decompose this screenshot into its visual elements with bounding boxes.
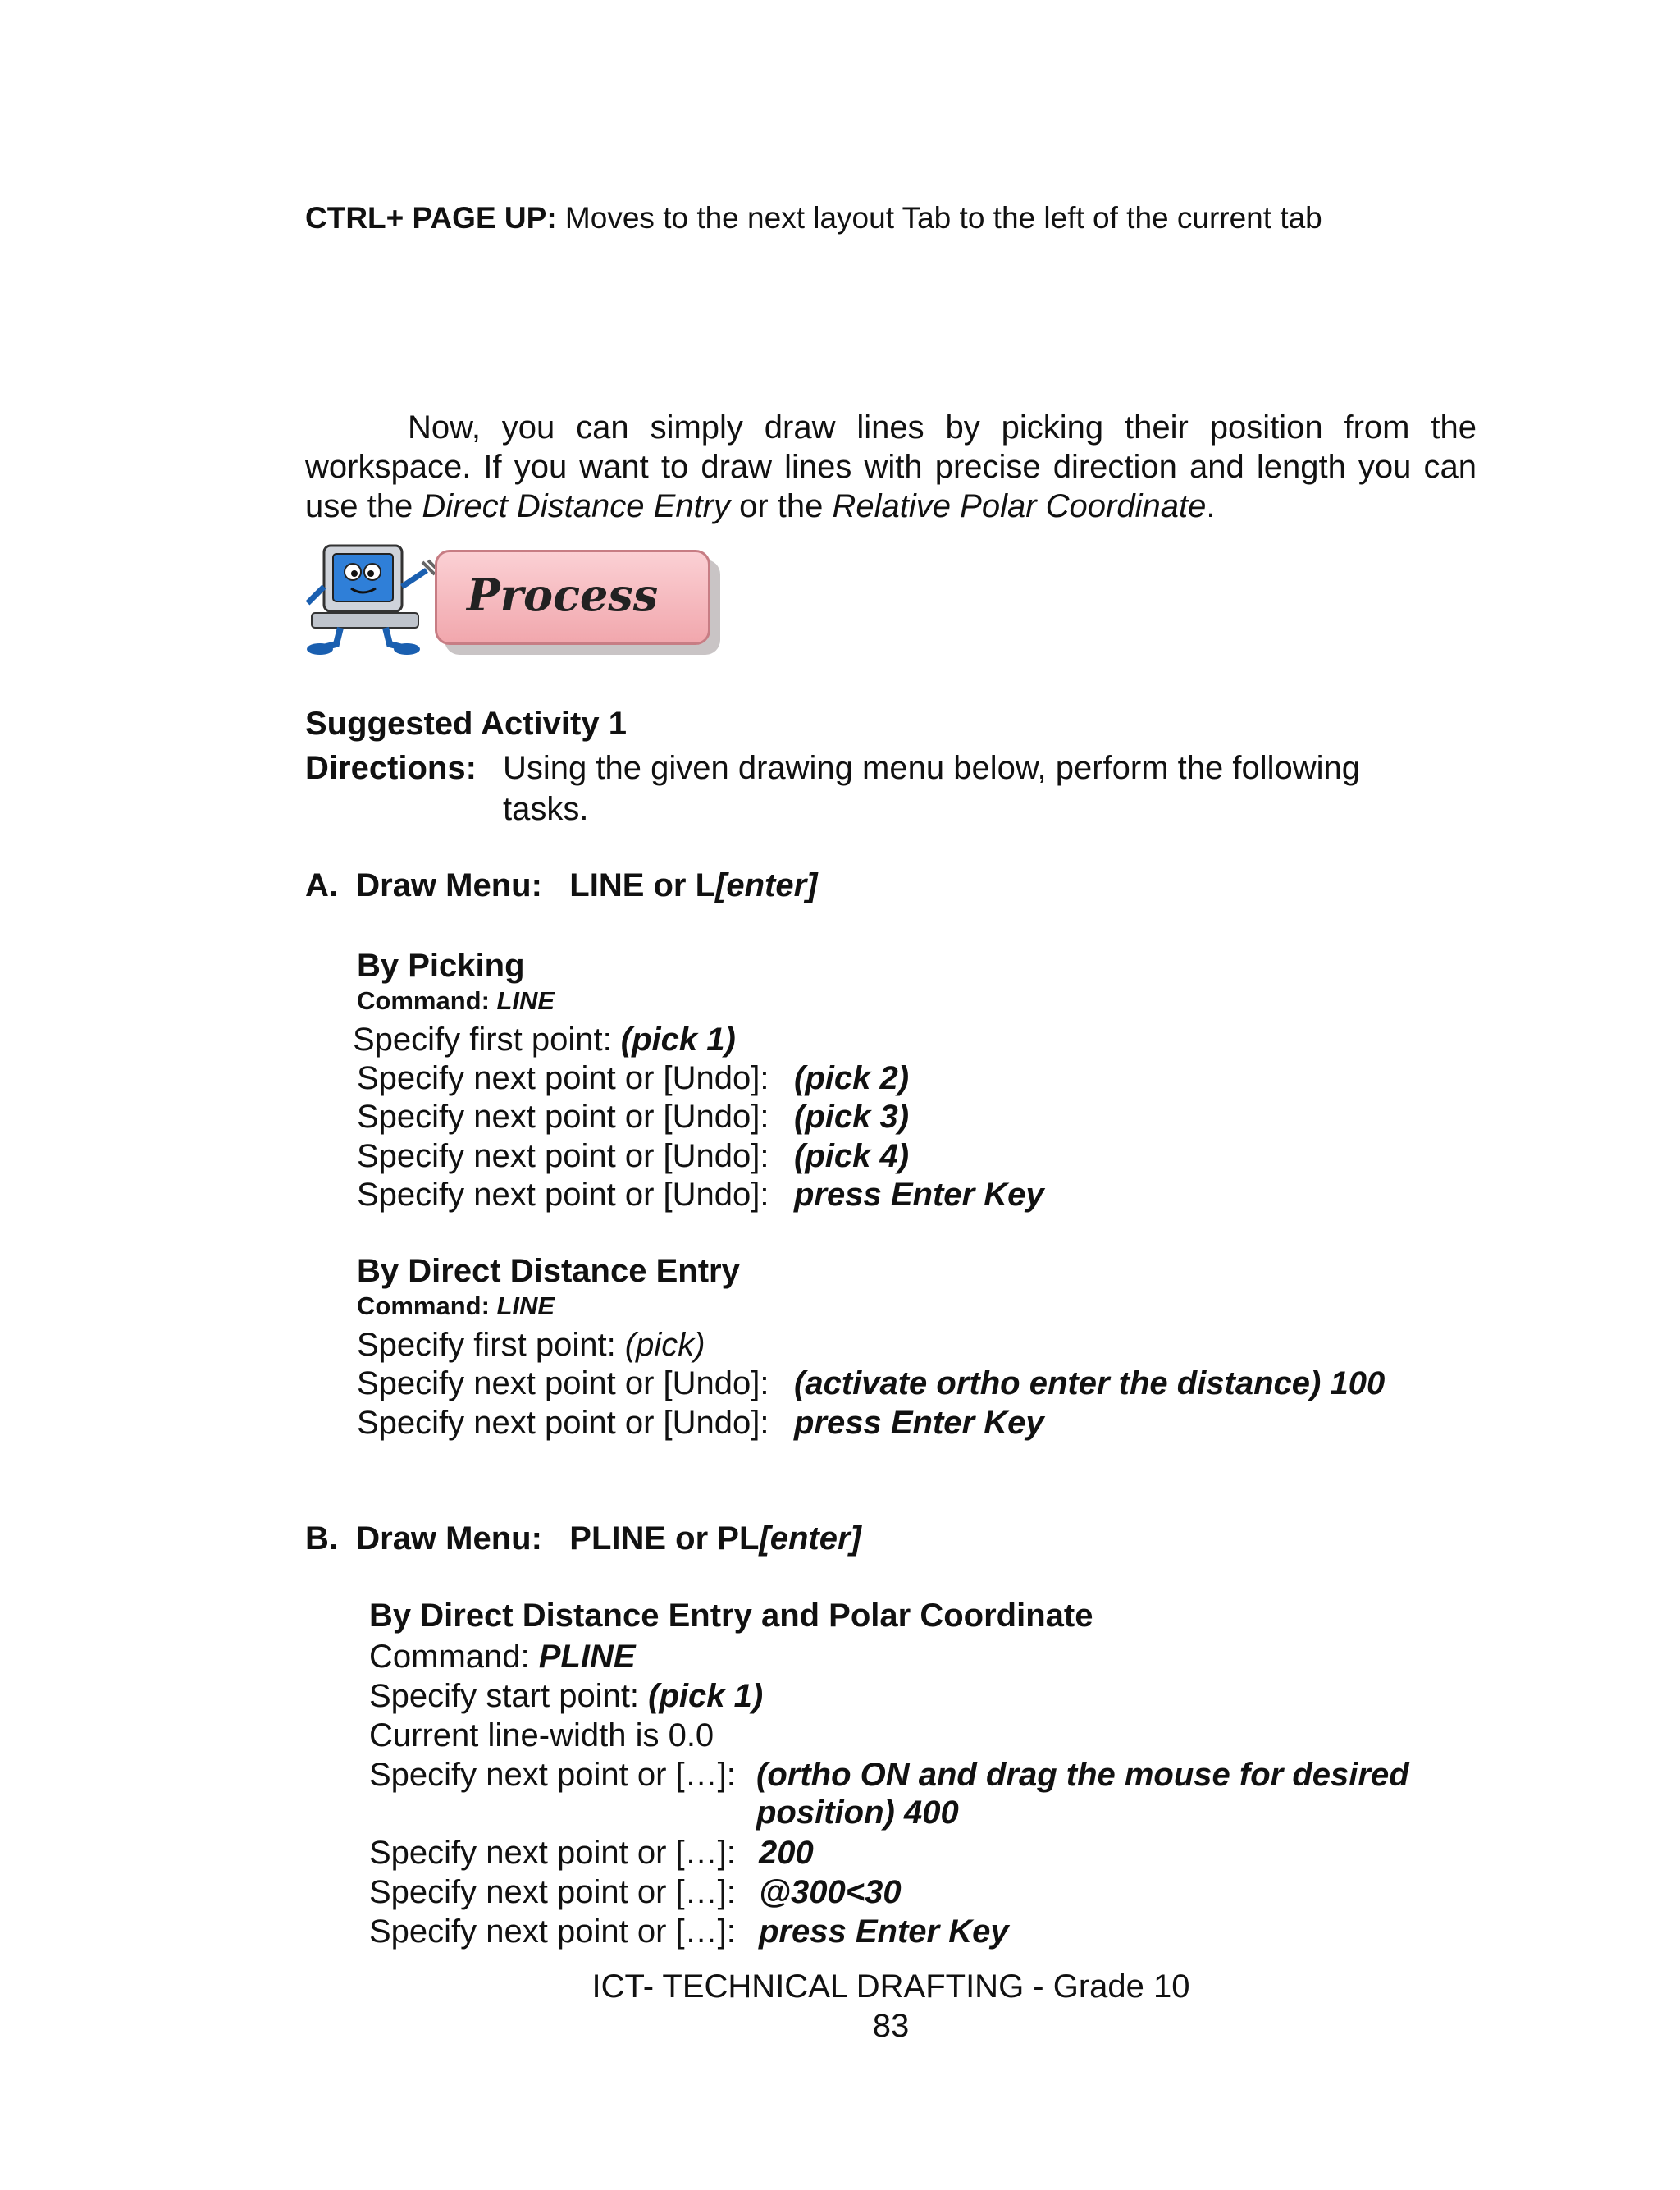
polar-row: Specify next point or […]: [369,1913,736,1950]
polar-row-value: (ortho ON and drag the mouse for desired [756,1757,1409,1793]
direct-title: By Direct Distance Entry [357,1253,740,1289]
footer-page-number: 83 [872,2008,910,2044]
direct-row-value: (activate ortho enter the distance) 100 [794,1365,1386,1401]
intro-paragraph [305,408,1477,526]
direct-first-point [357,1325,705,1365]
polar-row: Specify next point or […]: [369,1835,736,1871]
picking-command-value: LINE [496,986,555,1015]
directions-text-line1: Using the given drawing menu below, perform the following [503,750,1361,786]
polar-command [369,1637,636,1676]
direct-first-label: Specify first point: [357,1327,625,1363]
section-a-heading [305,865,818,906]
picking-row-value: (pick 3) [794,1099,910,1135]
direct-command-label: Command: [357,1292,497,1320]
polar-row-value: @300<30 [759,1874,902,1910]
picking-first-point [353,1020,736,1059]
polar-start-value: (pick 1) [648,1678,764,1714]
shortcut-key: CTRL+ PAGE UP: [305,201,557,235]
polar-command-label: Command: [369,1639,539,1675]
directions-text-line2: tasks. [503,791,589,827]
direct-row-value: press Enter Key [794,1405,1044,1441]
direct-row: Specify next point or [Undo]: [357,1365,769,1401]
intro-text: Now, you can simply draw lines by picking their position from the workspace. If you want to draw lines with precise direction and length you can use the [305,409,1477,524]
section-a-menu: Draw Menu: [356,867,542,903]
intro-period: . [1206,488,1216,524]
direct-command-value: LINE [496,1292,555,1320]
section-b-letter: B. [305,1520,338,1557]
shortcut-line [305,199,1322,238]
section-a-letter: A. [305,867,338,903]
computer-mascot-icon [304,537,443,656]
picking-row: Specify next point or [Undo]: [357,1099,769,1135]
section-b-heading [305,1518,861,1559]
direct-first-value: (pick) [624,1327,705,1363]
picking-row-value: press Enter Key [794,1177,1044,1213]
picking-first-label: Specify first point: [353,1022,621,1058]
section-b-command: PLINE or PL [569,1520,760,1557]
polar-row: Specify next point or […]: [369,1874,736,1910]
polar-start-label: Specify start point: [369,1678,649,1714]
polar-row-value: press Enter Key [759,1913,1009,1950]
intro-emphasis-direct: Direct Distance Entry [422,488,730,524]
polar-row-value-continued: position) 400 [756,1795,959,1831]
direct-row: Specify next point or [Undo]: [357,1405,769,1441]
polar-command-value: PLINE [538,1639,636,1675]
picking-command [357,985,555,1017]
section-b-menu: Draw Menu: [356,1520,542,1557]
shortcut-desc: Moves to the next layout Tab to the left of the current tab [556,201,1322,235]
directions-label: Directions: [305,750,477,786]
process-label: Process [467,569,659,621]
picking-row: Specify next point or [Undo]: [357,1177,769,1213]
polar-title: By Direct Distance Entry and Polar Coordinate [369,1598,1093,1634]
section-b-enter: [enter] [759,1520,861,1557]
section-a-command: LINE or L [569,867,716,903]
picking-row: Specify next point or [Undo]: [357,1138,769,1174]
activity-title: Suggested Activity 1 [305,706,627,742]
picking-command-label: Command: [357,986,497,1015]
polar-start-point [369,1676,763,1716]
section-a-enter: [enter] [715,867,818,903]
intro-text-or: or the [730,488,833,524]
footer-course: ICT- TECHNICAL DRAFTING - Grade 10 [591,1968,1190,2005]
polar-row: Specify next point or […]: [369,1757,736,1793]
direct-command [357,1290,555,1323]
polar-width-line: Current line-width is 0.0 [369,1717,714,1753]
picking-row-value: (pick 2) [794,1060,910,1096]
picking-first-value: (pick 1) [620,1022,736,1058]
intro-emphasis-polar: Relative Polar Coordinate [832,488,1207,524]
polar-row-value: 200 [759,1835,814,1871]
picking-row-value: (pick 4) [794,1138,910,1174]
picking-title: By Picking [357,948,525,984]
process-banner [435,550,710,645]
picking-row: Specify next point or [Undo]: [357,1060,769,1096]
